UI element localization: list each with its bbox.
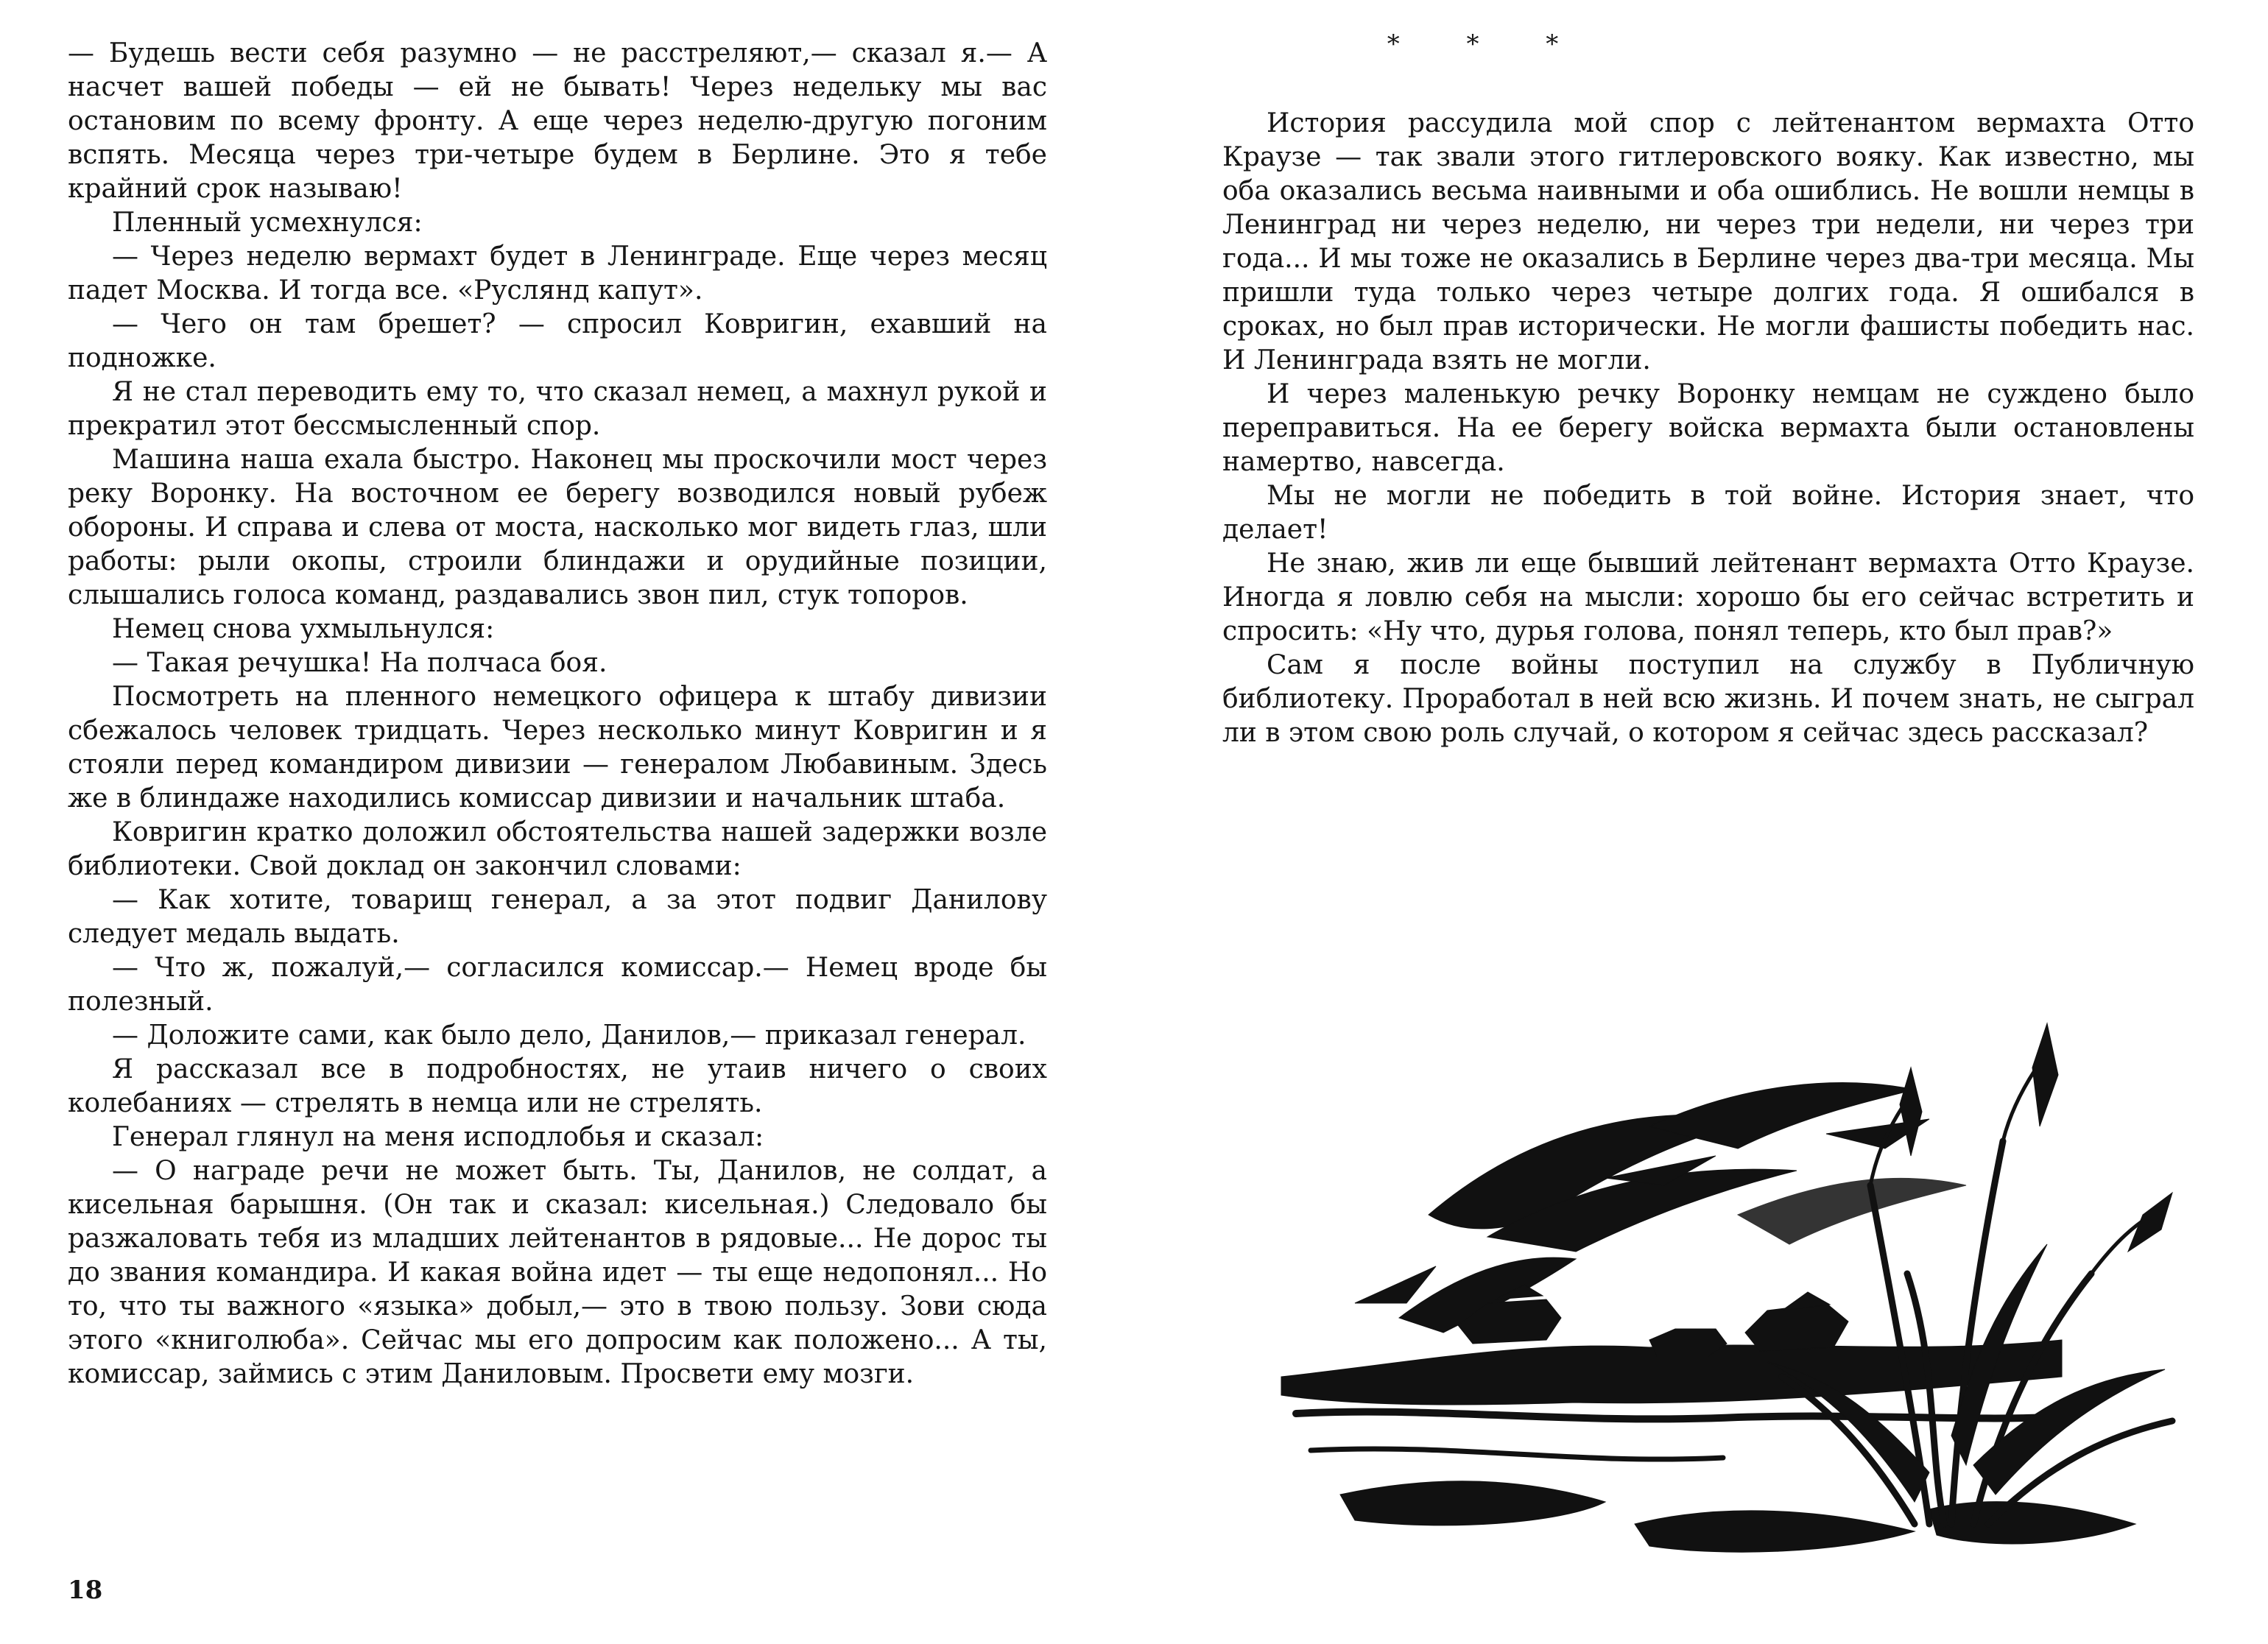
paragraph: Генерал глянул на меня исподлобья и сказал:: [112, 1122, 764, 1152]
paragraph: Ковригин кратко доложил обстоятельства нашей задержки возле библиотеки. Свой доклад он закончил словами:: [68, 817, 1047, 881]
paragraph: Я рассказал все в подробностях, не утаив ничего о своих колебаниях — стрелять в немца или не стрелять.: [68, 1054, 1047, 1118]
paragraph: Немец снова ухмыльнулся:: [112, 614, 495, 644]
paragraph: — О награде речи не может быть. Ты, Данилов, не солдат, а кисельная барышня. (Он так и сказал: кисельная.) Следовало бы разжаловать тебя из младших лейтенантов в рядовые... Не дорос ты до звания командира. И какая война идет — ты еще недопонял... Но то, что ты важного «языка» добыл,— это в твою пользу. Зови сюда этого «книголюба». Сейчас мы его допросим как положено... А ты, комиссар, займись с этим Даниловым. Просвети ему мозги.: [68, 1156, 1047, 1389]
paragraph: Не знаю, жив ли еще бывший лейтенант вермахта Отто Краузе. Иногда я ловлю себя на мысли: хорошо бы его сейчас встретить и спросить: «Ну что, дурья голова, понял теперь, кто был прав?»: [1222, 548, 2194, 646]
paragraph: Мы не могли не победить в той войне. История знает, что делает!: [1222, 481, 2194, 545]
paragraph: — Будешь вести себя разумно — не расстреляют,— сказал я.— А насчет вашей победы — ей не бывать! Через недельку мы вас остановим по всему фронту. А еще через неделю-другую погоним вспять. Месяца через три-четыре будем в Берлине. Это я тебе крайний срок называю!: [68, 38, 1047, 204]
riverbank-tanks-illustration: [1267, 994, 2209, 1568]
paragraph: — Через неделю вермахт будет в Ленинграде. Еще через месяц падет Москва. И тогда все. «Руслянд капут».: [68, 241, 1047, 306]
paragraph: Пленный усмехнулся:: [112, 208, 423, 238]
paragraph: Машина наша ехала быстро. Наконец мы проскочили мост через реку Воронку. На восточном ее берегу возводился новый рубеж обороны. И справа и слева от моста, насколько мог видеть глаз, шли работы: рыли окопы, строили блиндажи и орудийные позиции, слышались голоса команд, раздавались звон пил, стук топоров.: [68, 445, 1047, 610]
paragraph: И через маленькую речку Воронку немцам не суждено было переправиться. На ее берегу войска вермахта были остановлены намертво, навсегда.: [1222, 379, 2194, 477]
page-number: 18: [68, 1576, 103, 1605]
section-separator: * * *: [1387, 29, 1588, 59]
paragraph: Я не стал переводить ему то, что сказал немец, а махнул рукой и прекратил этот бессмысленный спор.: [68, 377, 1047, 441]
paragraph: Посмотреть на пленного немецкого офицера к штабу дивизии сбежалось человек тридцать. Через несколько минут Ковригин и я стояли перед командиром дивизии — генералом Любавиным. Здесь же в блиндаже находились комиссар дивизии и начальник штаба.: [68, 682, 1047, 814]
paragraph: — Чего он там брешет? — спросил Ковригин, ехавший на подножке.: [68, 309, 1047, 373]
left-page: [0, 0, 1119, 1644]
paragraph: — Что ж, пожалуй,— согласился комиссар.— Немец вроде бы полезный.: [68, 953, 1047, 1017]
paragraph: Сам я после войны поступил на службу в Публичную библиотеку. Проработал в ней всю жизнь. И почем знать, не сыграл ли в этом свою роль случай, о котором я сейчас здесь рассказал?: [1222, 650, 2194, 748]
paragraph: — Доложите сами, как было дело, Данилов,— приказал генерал.: [112, 1020, 1026, 1051]
paragraph: — Как хотите, товарищ генерал, а за этот подвиг Данилову следует медаль выдать.: [68, 885, 1047, 949]
paragraph: История рассудила мой спор с лейтенантом вермахта Отто Краузе — так звали этого гитлеровского вояку. Как известно, мы оба оказались весьма наивными и оба ошиблись. Не вошли немцы в Ленинград ни через неделю, ни через три недели, ни через три года... И мы тоже не оказались в Берлине через два-три месяца. Мы пришли туда только через четыре долгих года. Я ошибался в сроках, но был прав исторически. Не могли фашисты победить нас. И Ленинграда взять не могли.: [1222, 108, 2194, 375]
left-text-column: [68, 37, 1047, 1391]
right-text-column: [1222, 107, 2194, 750]
paragraph: — Такая речушка! На полчаса боя.: [112, 648, 608, 678]
